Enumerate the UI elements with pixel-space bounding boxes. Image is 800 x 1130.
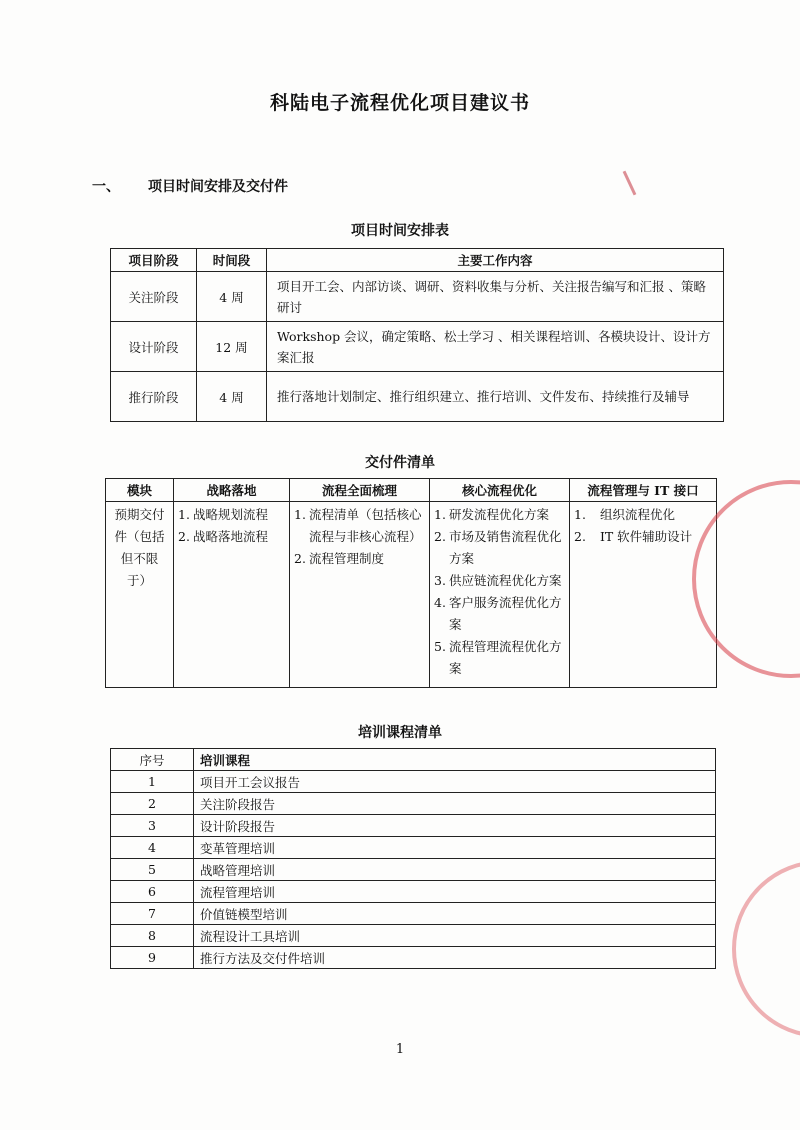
- deliverables-core-process-cell: [430, 502, 570, 688]
- list-item: 5. 流程管理流程优化方案: [434, 639, 562, 676]
- schedule-row: [111, 372, 724, 422]
- training-caption: 培训课程清单: [358, 725, 442, 741]
- training-course: 推行方法及交付件培训: [194, 947, 716, 969]
- training-header-course: 培训课程: [194, 749, 716, 771]
- training-header-row: [111, 749, 716, 771]
- list-item: 4. 客户服务流程优化方案: [434, 595, 562, 632]
- schedule-work: Workshop 会议，确定策略、松土学习 、相关课程培训、各模块设计、设计方案汇报: [267, 322, 724, 372]
- list-item: 1. 研发流程优化方案: [434, 507, 549, 522]
- training-course: 变革管理培训: [194, 837, 716, 859]
- training-table: [110, 748, 716, 969]
- document-title: 科陆电子流程优化项目建议书: [269, 92, 530, 114]
- schedule-duration: 4 周: [197, 272, 267, 322]
- schedule-phase: 关注阶段: [111, 272, 197, 322]
- training-course: 项目开工会议报告: [194, 771, 716, 793]
- list-item: 1. 战略规划流程: [178, 507, 268, 522]
- strategy-list: [178, 504, 285, 548]
- deliverables-process-review-cell: [290, 502, 430, 688]
- list-item: 2. 市场及销售流程优化方案: [434, 529, 562, 566]
- training-course: 设计阶段报告: [194, 815, 716, 837]
- training-no: 9: [111, 947, 194, 969]
- schedule-table: [110, 248, 724, 422]
- table-row: [111, 837, 716, 859]
- schedule-caption: 项目时间安排表: [351, 223, 449, 239]
- training-no: 3: [111, 815, 194, 837]
- training-no: 5: [111, 859, 194, 881]
- deliverables-row: [106, 502, 717, 688]
- deliverables-header-core-process: 核心流程优化: [430, 479, 570, 502]
- schedule-phase: 设计阶段: [111, 322, 197, 372]
- red-ink-mark: [623, 171, 637, 196]
- deliverables-header-it-interface: 流程管理与 IT 接口: [570, 479, 717, 502]
- training-no: 8: [111, 925, 194, 947]
- list-item: 3. 供应链流程优化方案: [434, 573, 562, 588]
- schedule-header-row: [111, 249, 724, 272]
- deliverables-table: [105, 478, 717, 688]
- list-item: 2. 流程管理制度: [294, 551, 384, 566]
- schedule-header-phase: 项目阶段: [111, 249, 197, 272]
- deliverables-header-process-review: 流程全面梳理: [290, 479, 430, 502]
- table-row: [111, 903, 716, 925]
- table-row: [111, 771, 716, 793]
- training-course: 流程管理培训: [194, 881, 716, 903]
- schedule-work: 项目开工会、内部访谈、调研、资料收集与分析、关注报告编写和汇报 、策略研讨: [267, 272, 724, 322]
- page-number: 1: [395, 1042, 405, 1057]
- table-row: [111, 925, 716, 947]
- list-item: 2. 战略落地流程: [178, 529, 268, 544]
- list-item: 1. 流程清单（包括核心流程与非核心流程）: [294, 507, 422, 544]
- table-row: [111, 815, 716, 837]
- training-no: 2: [111, 793, 194, 815]
- red-seal-stamp-lower: [732, 860, 800, 1038]
- list-item: 1. 组织流程优化: [574, 507, 675, 522]
- schedule-duration: 4 周: [197, 372, 267, 422]
- section-number: 一、: [92, 179, 120, 195]
- schedule-header-duration: 时间段: [197, 249, 267, 272]
- schedule-row: [111, 322, 724, 372]
- table-row: [111, 859, 716, 881]
- training-course: 价值链模型培训: [194, 903, 716, 925]
- process-review-list: [294, 504, 425, 570]
- deliverables-strategy-cell: [174, 502, 290, 688]
- section-heading: [92, 176, 288, 196]
- training-course: 关注阶段报告: [194, 793, 716, 815]
- section-title: 项目时间安排及交付件: [148, 179, 288, 195]
- table-row: [111, 793, 716, 815]
- schedule-row: [111, 272, 724, 322]
- it-interface-list: [574, 504, 712, 548]
- schedule-phase: 推行阶段: [111, 372, 197, 422]
- table-row: [111, 881, 716, 903]
- training-no: 4: [111, 837, 194, 859]
- deliverables-header-strategy: 战略落地: [174, 479, 290, 502]
- deliverables-header-module: 模块: [106, 479, 174, 502]
- training-header-no: 序号: [111, 749, 194, 771]
- schedule-duration: 12 周: [197, 322, 267, 372]
- table-row: [111, 947, 716, 969]
- schedule-work: 推行落地计划制定、推行组织建立、推行培训、文件发布、持续推行及辅导: [267, 372, 724, 422]
- training-no: 1: [111, 771, 194, 793]
- list-item: 2. IT 软件辅助设计: [574, 529, 693, 544]
- training-course: 战略管理培训: [194, 859, 716, 881]
- deliverables-row-label: 预期交付件（包括但不限于）: [106, 502, 174, 688]
- training-no: 7: [111, 903, 194, 925]
- deliverables-caption: 交付件清单: [365, 455, 435, 471]
- core-process-list: [434, 504, 565, 680]
- schedule-header-work: 主要工作内容: [267, 249, 724, 272]
- training-course: 流程设计工具培训: [194, 925, 716, 947]
- deliverables-header-row: [106, 479, 717, 502]
- training-no: 6: [111, 881, 194, 903]
